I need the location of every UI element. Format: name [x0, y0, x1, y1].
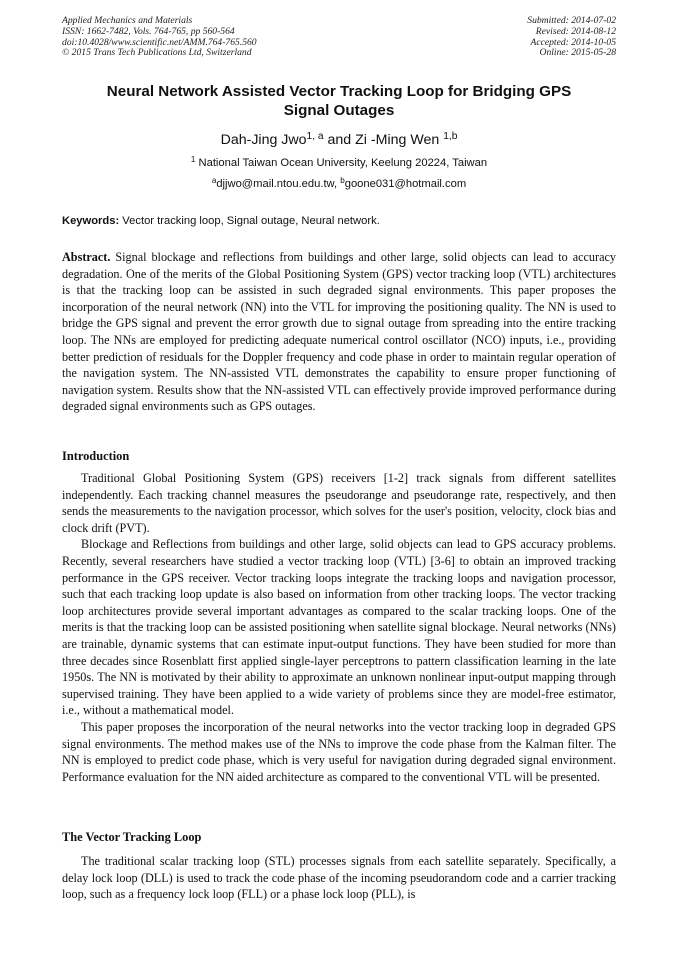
- vector-tracking-loop-heading: The Vector Tracking Loop: [62, 830, 202, 844]
- abstract-text: Signal blockage and reflections from buildings and other large, solid objects can lead to accuracy degradation. One of the merits of the Global Positioning System (GPS) vector tracking loop (VTL) architectures is that the tracking loop can be assisted in such degraded signal environments. This paper proposes the incorporation of the neural network (NN) into the VTL for improving the positioning quality. The NN is used to bridge the GPS signal and prevent the error growth due to signal outage from spreading into the entire tracking loop. The NNs are employed for predicting adequate numerical control oscillator (NCO) inputs, i.e., providing better prediction of residuals for the Doppler frequency and code phase in order to maintain regular operation of the navigation system. The NN-assisted VTL demonstrates the capability to ensure proper functioning of navigation system. Results show that the NN-assisted VTL can effectively provide improved performance during degraded signal environments such as GPS outages.: [62, 250, 616, 414]
- affiliation-text: National Taiwan Ocean University, Keelung 20224, Taiwan: [195, 157, 488, 169]
- date-online: Online: 2015-05-28: [539, 47, 616, 59]
- author-list: [62, 131, 616, 149]
- journal-issn: ISSN: 1662-7482, Vols. 764-765, pp 560-564: [62, 25, 235, 37]
- keywords: [62, 214, 616, 229]
- email-b-mark: b: [340, 175, 345, 185]
- author-2-affiliation-mark: 1,b: [443, 130, 458, 142]
- paragraph: The traditional scalar tracking loop (STL) processes signals from each satellite separately. Specifically, a delay lock loop (DLL) is used to track the code phase of the incoming pseudorandom code and a carrier tracking loop, such as a frequency lock loop (FLL) or a phase lock loop (PLL), is: [62, 854, 616, 902]
- journal-header-right: [527, 16, 616, 59]
- introduction-body: [62, 470, 616, 785]
- journal-copyright: © 2015 Trans Tech Publications Ltd, Switzerland: [62, 47, 252, 59]
- author-2-name: Zi -Ming Wen: [355, 132, 444, 148]
- journal-doi: doi:10.4028/www.scientific.net/AMM.764-765.560: [62, 36, 257, 48]
- email-a-mark: a: [211, 175, 217, 185]
- vector-tracking-loop-body: [62, 853, 616, 903]
- journal-name: Applied Mechanics and Materials: [62, 15, 193, 26]
- paragraph: Traditional Global Positioning System (GPS) receivers [1-2] track signals from different satellites independently. Each tracking channel measures the pseudorange and pseudorange rate, respectively, and then sends the measurements to the navigation processor, which solves for the user's position, velocity, clock bias and clock drift (PVT).: [62, 471, 616, 535]
- paper-title-line-1: Neural Network Assisted Vector Tracking Loop for Bridging GPS: [106, 83, 572, 100]
- date-revised: Revised: 2014-08-12: [535, 25, 616, 37]
- date-submitted: Submitted: 2014-07-02: [527, 15, 616, 26]
- journal-header-left: [62, 16, 257, 59]
- abstract: [62, 249, 616, 415]
- affiliation: [62, 156, 616, 171]
- introduction-heading: Introduction: [62, 449, 130, 463]
- keywords-label: Keywords:: [62, 215, 120, 227]
- affiliation-mark: 1: [190, 154, 196, 164]
- date-accepted: Accepted: 2014-10-05: [530, 36, 616, 48]
- author-1-affiliation-mark: 1, a: [306, 130, 324, 142]
- author-conjunction: and: [323, 132, 356, 148]
- author-emails: [62, 177, 616, 192]
- abstract-label: Abstract.: [62, 250, 111, 264]
- author-1-name: Dah-Jing Jwo: [220, 132, 307, 148]
- email-a: djjwo@mail.ntou.edu.tw,: [216, 178, 341, 190]
- keywords-text: Vector tracking loop, Signal outage, Neural network.: [119, 215, 380, 227]
- paragraph: Blockage and Reflections from buildings and other large, solid objects can lead to GPS accuracy problems. Recently, several researchers have studied a vector tracking loop (VTL) [3-6] to obtain an improved tracking performance in the GPS receiver. Vector tracking loops integrate the tracking loops and navigation processor, such that each tracking loop update is also based on information from other tracking loops. The vector tracking loop architectures provide several important advantages as compared to the scalar tracking loops. One of the merits is that the tracking loop can be assisted positioning when satellite signal blockage. Neural networks (NNs) are trainable, dynamic systems that can estimate input-output functions. They have been studied for more than three decades since Rosenblatt first applied single-layer perceptrons to pattern classification learning in the late 1950s. The NN is motivated by their ability to approximate an unknown nonlinear input-output mapping through supervised training. They have been applied to a wide variety of problems since they are model-free estimator, i.e., without a mathematical model.: [62, 537, 616, 718]
- email-b: goone031@hotmail.com: [344, 178, 467, 190]
- paper-title-line-2: Signal Outages: [283, 102, 395, 119]
- paragraph: This paper proposes the incorporation of the neural networks into the vector tracking loop in degraded GPS signal environments. The method makes use of the NNs to improve the code phase from the Kalman filter. The NN is employed to predict code phase, which is very useful for navigation during degraded signal environment. Performance evaluation for the NN aided architecture as compared to the conventional VTL will be presented.: [62, 719, 616, 784]
- paper-title: [62, 82, 616, 120]
